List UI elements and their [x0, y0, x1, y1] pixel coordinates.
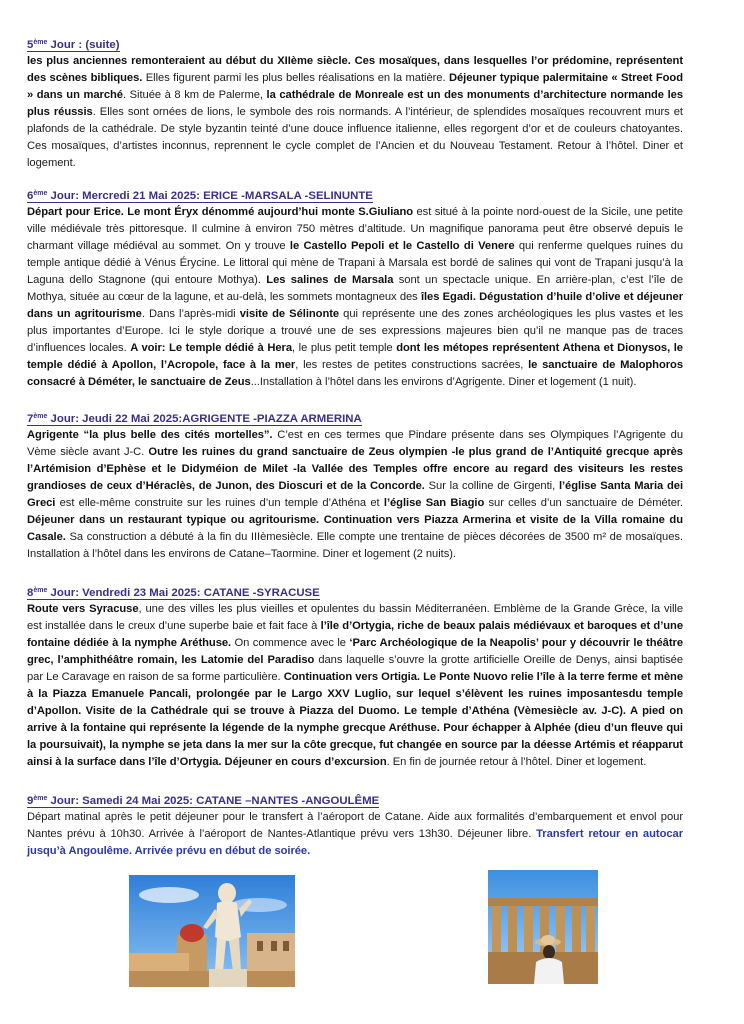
text-run: . Elles sont ornées de lions, le symbole des rois normands. A l’intérieur, de splendides mosaïques recouvrent murs et plafonds de la cathédrale. De style byzantin teinté d’une douce influence italienne, elles regorgent d’or et de couleurs chatoyantes. Ces mosaïques, d’artistes inconnus, reprennent le cycle complet de l’Ancien et du Nouveau Testament. Retour à l’hôtel. Diner et logement.	[27, 106, 683, 169]
text-run: C’est en ces termes que Pindare présente dans ses Olympiques l’Agrigente du Vème siècle avant J-C.	[27, 429, 684, 458]
bold-text-run: Départ pour Erice. Le mont Éryx dénommé aujourd’hui monte S.Giuliano	[27, 206, 414, 218]
bold-text-run: l’église San Biagio	[383, 497, 485, 509]
bold-text-run: le Castello Pepoli et le Castello di Venere	[289, 240, 515, 252]
text-run: est situé à la pointe nord-ouest de la Sicile, une petite ville médiévale très pittoresque. Il culmine à environ 750 mètres d’altitude. Un magnifique panorama peut être observé depuis le charmant village médiéval au sommet. On y trouve	[27, 206, 683, 252]
text-run: sur celles d’un sanctuaire de Déméter.	[484, 497, 683, 509]
day-8-text	[27, 601, 683, 771]
day-9-text	[27, 809, 683, 860]
bold-text-run: Les salines de Marsala	[266, 274, 394, 286]
bold-text-run: visite de Sélinonte	[239, 308, 340, 320]
bold-text-run: dont les métopes représentent Athena et Dionysos, le temple dédié à Apollon, l’Acropole, face à la mer	[27, 342, 683, 371]
day-9-section	[27, 791, 683, 860]
bold-text-run: A voir: Le temple dédié à Hera	[130, 342, 293, 354]
day-5-text	[27, 53, 683, 172]
bold-text-run: Déjeuner dans un restaurant typique ou agritourisme. Continuation vers Piazza Armerina et visite de la Villa romaine du Casale.	[27, 514, 683, 543]
text-run: , le plus petit temple	[292, 342, 397, 354]
text-run: . Située à 8 km de Palerme,	[122, 89, 267, 101]
text-run: Sa construction a débuté à la fin du IIIèmesiècle. Elle compte une trentaine de pièces décorées de 3500 m² de mosaïques. Installation à l’hôtel dans les environs de Catane–Taormine. Diner et logement (2 nuits).	[27, 531, 683, 560]
bold-text-run: Déjeuner typique palermitaine « Street Food » dans un marché	[27, 72, 683, 101]
day-7-section	[27, 409, 683, 563]
day-9-heading: 9ème Jour: Samedi 24 Mai 2025: CATANE –NANTES -ANGOULÊME	[27, 795, 380, 807]
bold-text-run: Route vers Syracuse	[27, 603, 139, 615]
text-run: , les restes de petites constructions sacrées,	[295, 359, 529, 371]
text-run: . Dans l’après-midi	[141, 308, 240, 320]
text-run: sont un spectacle unique. En arrière-plan, c’est l’île de Mothya, située au cœur de la lagune, et au-delà, les sommets montagneux des	[27, 274, 683, 303]
text-run: , une des villes les plus vieilles et opulentes du bassin Méditerranéen. Emblème de la Grande Grèce, la ville est installée dans le creux d’une superbe baie et fait face à	[27, 603, 683, 632]
text-run: On commence avec le	[231, 637, 350, 649]
day-8-heading: 8ème Jour: Vendredi 23 Mai 2025: CATANE -SYRACUSE	[27, 587, 320, 599]
day-6-text	[27, 204, 683, 391]
bold-text-run: le sanctuaire de Malophoros consacré à Déméter, le sanctuaire de Zeus	[27, 359, 683, 388]
text-run: est elle-même construite sur les ruines d’un temple d’Athéna et	[55, 497, 384, 509]
day-7-heading: 7ème Jour: Jeudi 22 Mai 2025:AGRIGENTE -PIAZZA ARMERINA	[27, 413, 362, 425]
text-run: Sur la colline de Girgenti,	[424, 480, 559, 492]
day-5-section	[27, 35, 683, 172]
text-run: qui représente une des zones archéologiques les plus vastes et les plus importantes d’Europe. Ici le style dorique a trouvé une de ses expressions majeures bien qu’il ne manque pas de traces d’influences locales.	[27, 308, 684, 354]
text-run: Départ matinal après le petit déjeuner pour le transfert à l’aéroport de Catane. Aide aux formalités d’embarquement et envol pour Nantes prévu à 10h30. Arrivée à l’aéroport de Nantes-Atlantique prévu vers 13h30. Déjeuner libre.	[27, 811, 683, 840]
bold-text-run: Outre les ruines du grand sanctuaire de Zeus olympien -le plus grand de l’Antiquité grecque après l’Artémision d’Ephèse et le Didyméion de Milet -la Vallée des Temples offre encore au regard des visiteurs les restes grandioses de ceux d’Héraclès, de Junon, des Dioscuri et de la Concorde.	[27, 446, 683, 492]
bold-text-run: les plus anciennes remonteraient au début du XIIème siècle. Ces mosaïques, dans lesquelles l’or prédomine, représentent des scènes bibliques.	[27, 55, 683, 84]
text-run: . En fin de journée retour à l’hôtel. Diner et logement.	[386, 756, 647, 768]
day-7-text	[27, 427, 683, 563]
bold-text-run: îles Egadi. Dégustation d’huile d’olive et déjeuner dans un agritourisme	[27, 291, 683, 320]
highlighted-text-run: Transfert retour en autocar jusqu’à Angoulême. Arrivée prévu en début de soirée.	[27, 828, 683, 857]
text-run: Elles figurent parmi les plus belles réalisations en la matière.	[142, 72, 449, 84]
bold-text-run: l’église Santa Maria dei Greci	[27, 480, 684, 509]
text-run: ...Installation à l’hôtel dans les environs d’Agrigente. Diner et logement (1 nuit).	[250, 376, 637, 388]
bold-text-run: la cathédrale de Monreale est un des monuments d’architecture normande les plus réussis	[27, 89, 683, 118]
bold-text-run: ‘Parc Archéologique de la Neapolis’ pour y découvrir le théâtre grec, l’amphithéâtre romain, les Latomie del Paradiso	[27, 637, 684, 666]
day-8-section	[27, 583, 683, 771]
bold-text-run: Agrigente “la plus belle des cités mortelles”.	[27, 429, 273, 441]
day-5-heading: 5ème Jour : (suite)	[27, 39, 120, 51]
day-6-section	[27, 186, 683, 391]
text-run: dans laquelle s’ouvre la grotte artificielle Oreille de Denys, ainsi baptisée par Le Caravage en raison de sa forme particulière.	[27, 654, 684, 683]
palermo-fountain-photo	[129, 875, 295, 987]
text-run: qui renferme quelques ruines du temple antique dédié à Vénus Érycine. Le littoral qui mène de Trapani à Marsala est bordé de salines qui vont de Trapani jusqu’à la Laguna dello Stagnone (qui entoure Mothya).	[27, 240, 683, 286]
day-6-heading: 6ème Jour: Mercredi 21 Mai 2025: ERICE -MARSALA -SELINUNTE	[27, 190, 373, 202]
bold-text-run: l’île d’Ortygia, riche de beaux palais médiévaux et baroques et d’une fontaine dédiée à la nymphe Aréthuse.	[27, 620, 684, 649]
temple-ruins-photo	[488, 870, 598, 984]
bold-text-run: Continuation vers Ortigia. Le Ponte Nuovo relie l’île à la terre ferme et mène à la Piazza Emanuele Pancali, prolongée par le Largo XXV Luglio, sur lequel s’élèvent les ruines imposantesdu temple d’Apollon. Visite de la Cathédrale qui se trouve à Piazza del Duomo. Le temple d’Athéna (Vèmesiècle av. J-C). A pied on arrive à la fontaine qui représente la légende de la nymphe grecque Aréthuse. Pour échapper à Alphée (dieu d’un fleuve qui la poursuivait), la nymphe se jeta dans la mer sur la côte grecque, fut changée en source par la déesse Artémis et réapparut ainsi à la surface dans l’île d’Ortygia. Déjeuner en cours d’excursion	[27, 671, 683, 768]
